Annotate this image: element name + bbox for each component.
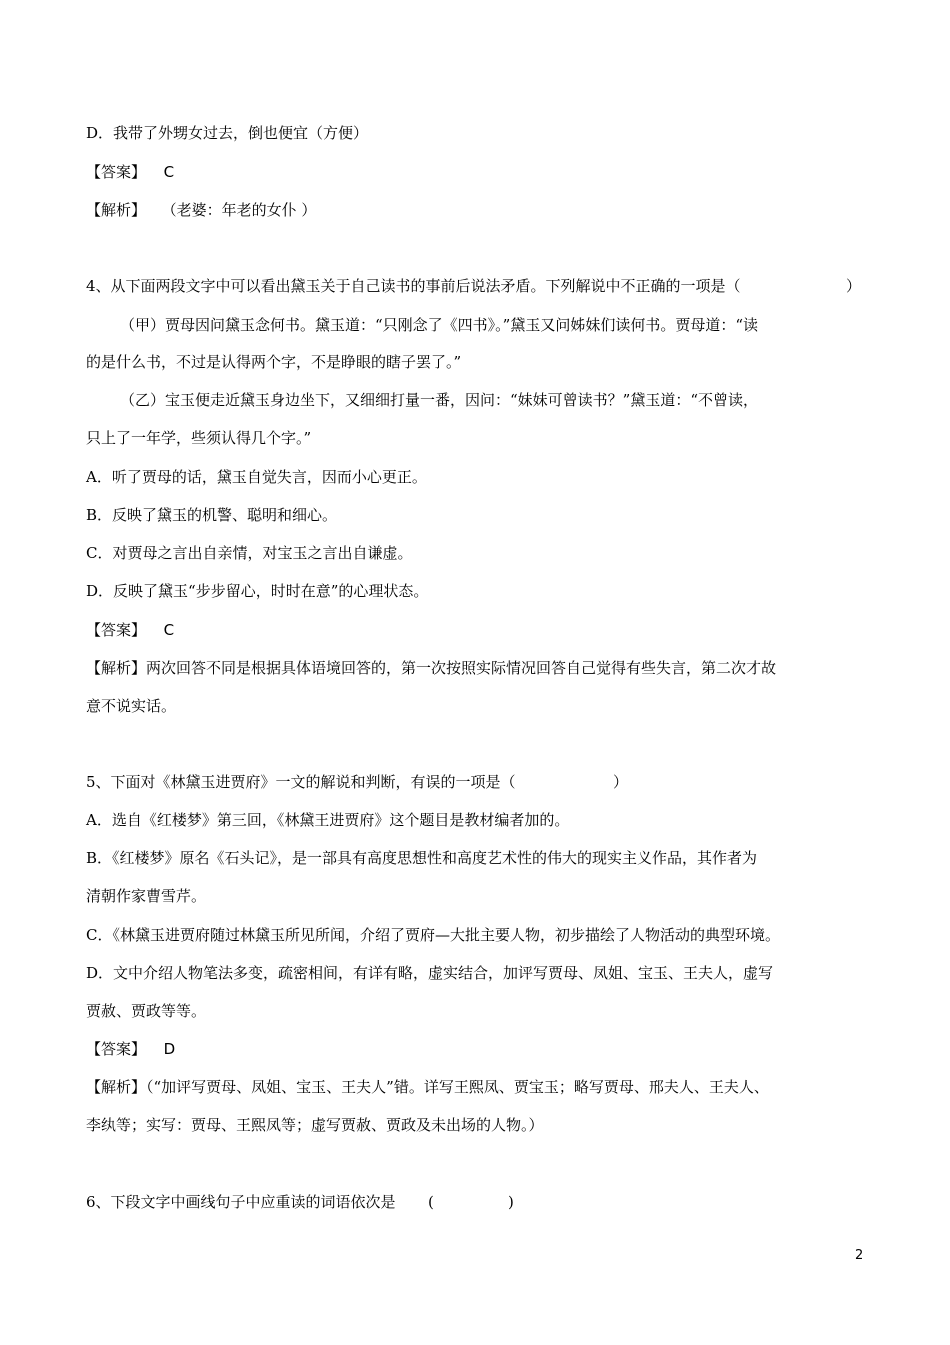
q4-stem-text: 4、从下面两段文字中可以看出黛玉关于自己读书的事前后说法矛盾。下列解说中不正确的一项是（	[86, 277, 741, 295]
analysis-text: （“加评写贾母、凤姐、宝玉、王夫人”错。详写王熙凤、贾宝玉；略写贾母、邢夫人、王夫人、	[146, 1078, 769, 1096]
answer-label: 【答案】	[86, 1040, 147, 1058]
analysis-label: 【解析】	[86, 201, 147, 219]
q6-stem: 6、下段文字中画线句子中应重读的词语依次是	[86, 1193, 396, 1211]
q4-passage-jia-2: 的是什么书，不过是认得两个字，不是睁眼的瞎子罢了。”	[86, 353, 462, 371]
q5-option-d-1: D．文中介绍人物笔法多变，疏密相间，有详有略，虚实结合，加评写贾母、凤姐、宝玉、王夫人，虚写	[86, 964, 774, 982]
q4-answer	[86, 620, 174, 640]
q5-option-a: A．选自《红楼梦》第三回，《林黛王进贾府》这个题目是教材编者加的。	[86, 811, 570, 829]
q4-passage-yi-1: （乙）宝玉便走近黛玉身边坐下，又细细打量一番，因问：“妹妹可曾读书？”黛玉道：“不曾读，	[120, 391, 759, 409]
answer-label: 【答案】	[86, 621, 147, 639]
q5-analysis-2: 李纨等；实写：贾母、王熙凤等；虚写贾赦、贾政及未出场的人物。）	[86, 1116, 544, 1134]
answer-value: C	[163, 163, 175, 181]
q4-analysis-2: 意不说实话。	[86, 697, 177, 715]
q4-option-c: C．对贾母之言出自亲情，对宝玉之言出自谦虚。	[86, 544, 413, 562]
q5-option-b-1: B．《红楼梦》原名《石头记》，是一部具有高度思想性和高度艺术性的伟大的现实主义作品，其作者为	[86, 849, 758, 867]
answer-value: C	[163, 621, 175, 639]
q5-stem-close: ）	[613, 773, 629, 791]
q3-analysis	[86, 200, 316, 220]
q4-passage-yi-2: 只上了一年学，些须认得几个字。”	[86, 429, 312, 447]
q5-option-c: C．《林黛玉进贾府随过林黛玉所见所闻，介绍了贾府—大批主要人物，初步描绘了人物活动的典型环境。	[86, 926, 780, 944]
q5-answer	[86, 1039, 175, 1059]
q5-option-b-2: 清朝作家曹雪芹。	[86, 887, 207, 905]
q5-option-d-2: 贾赦、贾政等等。	[86, 1002, 207, 1020]
q3-answer	[86, 162, 174, 182]
q5-analysis-1	[86, 1077, 769, 1097]
q4-stem-close: ）	[846, 277, 862, 295]
answer-label: 【答案】	[86, 163, 147, 181]
q3-option-d: D．我带了外甥女过去，倒也便宜（方便）	[86, 124, 369, 142]
page-number: 2	[855, 1248, 864, 1263]
q4-analysis-1	[86, 658, 776, 678]
q4-option-d: D．反映了黛玉“步步留心，时时在意”的心理状态。	[86, 582, 429, 600]
analysis-label: 【解析】	[86, 1078, 147, 1096]
q4-passage-jia-1: （甲）贾母因问黛玉念何书。黛玉道：“只刚念了《四书》。”黛玉又问姊妹们读何书。贾母道：“读	[120, 316, 759, 334]
q5-stem: 5、下面对《林黛玉进贾府》一文的解说和判断，有误的一项是（	[86, 773, 516, 791]
analysis-text: （老婆：年老的女仆 ）	[161, 201, 317, 219]
q4-option-b: B．反映了黛玉的机警、聪明和细心。	[86, 506, 338, 524]
analysis-label: 【解析】	[86, 659, 147, 677]
answer-value: D	[163, 1040, 176, 1058]
q6-stem-close: )	[508, 1193, 514, 1211]
q4-stem	[86, 276, 741, 296]
q4-option-a: A．听了贾母的话，黛玉自觉失言，因而小心更正。	[86, 468, 427, 486]
analysis-text: 两次回答不同是根据具体语境回答的，第一次按照实际情况回答自己觉得有些失言，第二次才故	[146, 659, 777, 677]
q6-stem-open: (	[428, 1193, 434, 1211]
